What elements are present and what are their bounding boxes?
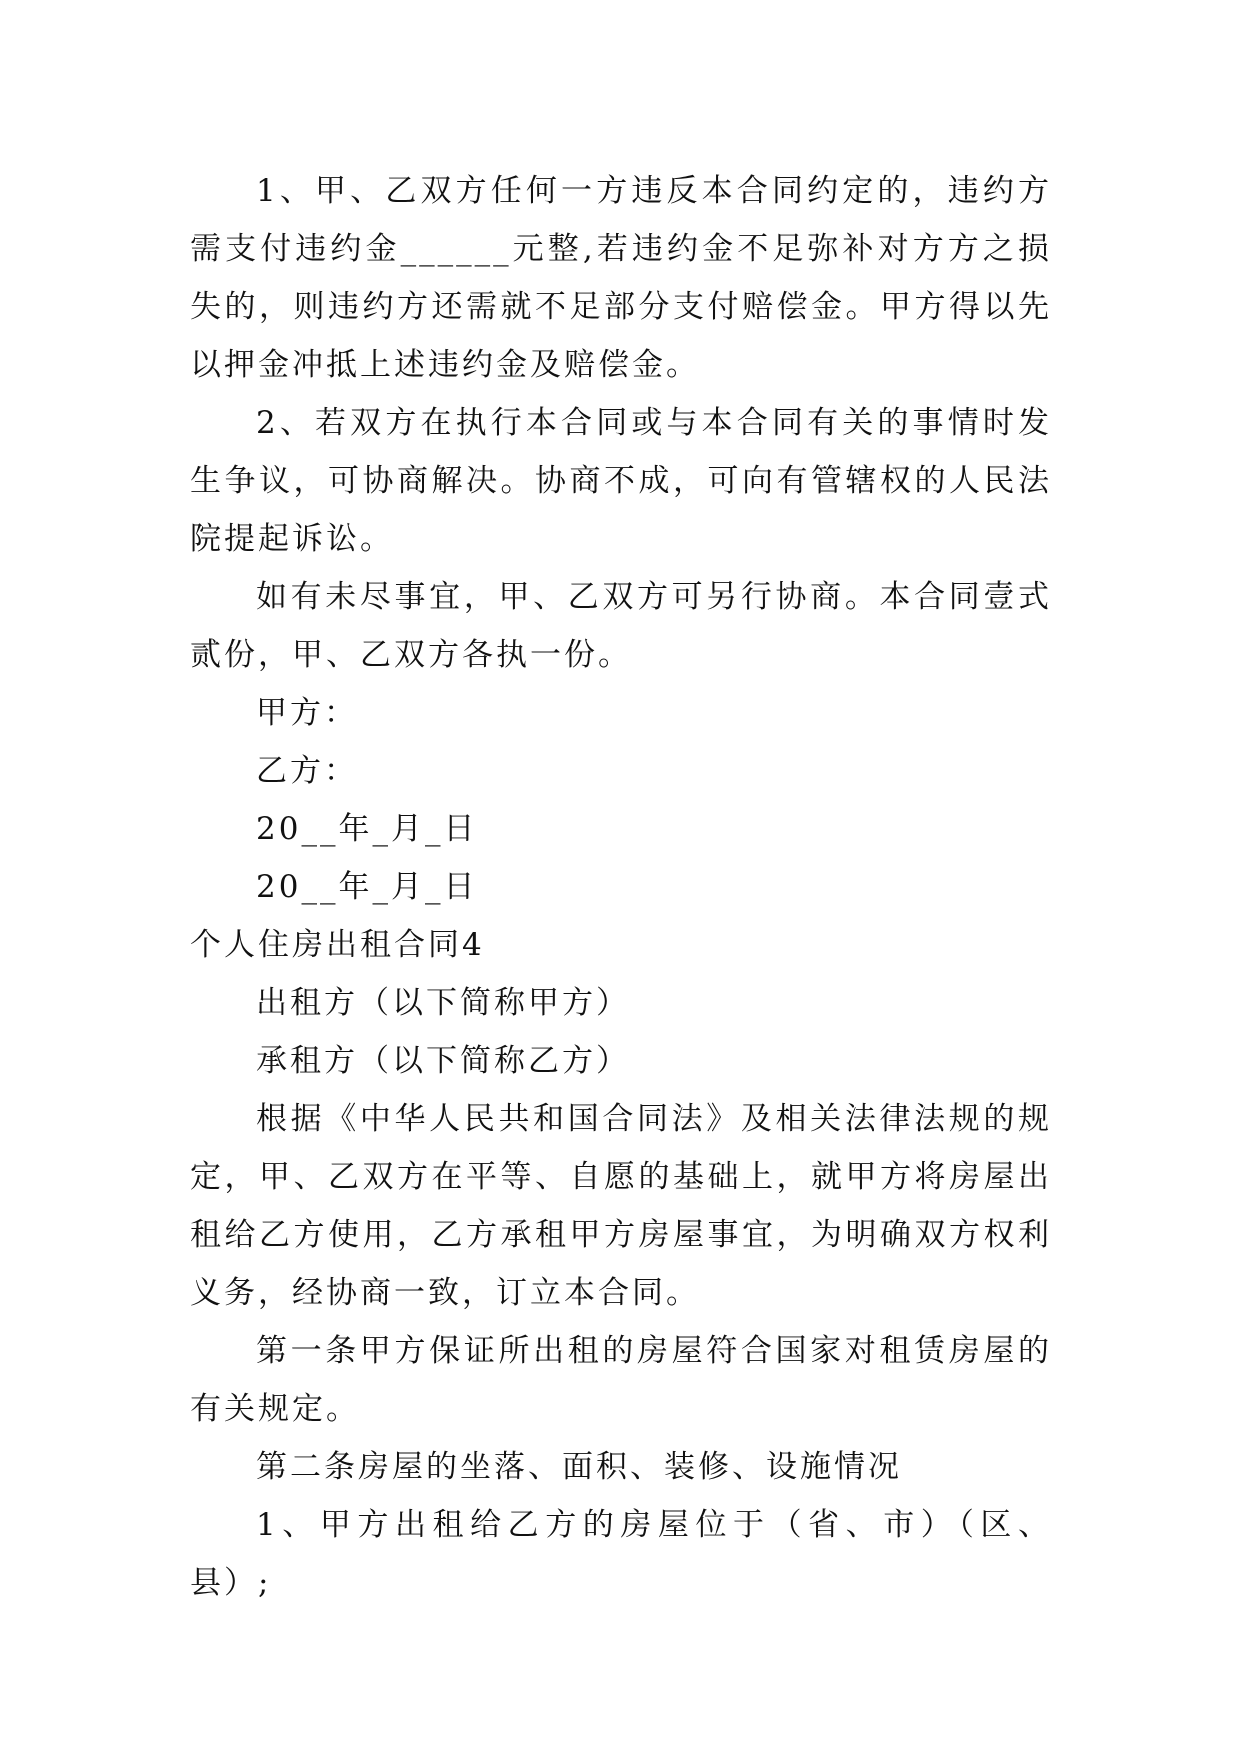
date-line-1: 20__年_月_日	[256, 811, 478, 847]
article-1: 第一条甲方保证所出租的房屋符合国家对租赁房屋的有关规定。	[190, 1333, 1052, 1427]
lessee-line: 承租方（以下简称乙方）	[256, 1043, 630, 1079]
document-body	[190, 162, 1052, 1612]
paragraph-dispute-clause: 2、若双方在执行本合同或与本合同有关的事情时发生争议，可协商解决。协商不成，可向有管辖权的人民法院提起诉讼。	[190, 405, 1052, 557]
lessor-line: 出租方（以下简称甲方）	[256, 985, 630, 1021]
contract-title: 个人住房出租合同4	[190, 927, 485, 963]
party-a-signature-line: 甲方：	[256, 695, 358, 731]
paragraph-penalty-clause: 1、甲、乙双方任何一方违反本合同约定的，违约方需支付违约金______元整,若违约金不足弥补对方方之损失的，则违约方还需就不足部分支付赔偿金。甲方得以先以押金冲抵上述违约金及赔偿金。	[190, 173, 1052, 383]
date-line-2: 20__年_月_日	[256, 869, 478, 905]
article-2-heading: 第二条房屋的坐落、面积、装修、设施情况	[256, 1449, 902, 1485]
article-2-item-1: 1、甲方出租给乙方的房屋位于（省、市）（区、县）;	[190, 1507, 1052, 1601]
paragraph-preamble: 根据《中华人民共和国合同法》及相关法律法规的规定，甲、乙双方在平等、自愿的基础上，就甲方将房屋出租给乙方使用，乙方承租甲方房屋事宜，为明确双方权利义务，经协商一致，订立本合同。	[190, 1101, 1052, 1311]
paragraph-copies-clause: 如有未尽事宜，甲、乙双方可另行协商。本合同壹式贰份，甲、乙双方各执一份。	[190, 579, 1052, 673]
party-b-signature-line: 乙方：	[256, 753, 358, 789]
